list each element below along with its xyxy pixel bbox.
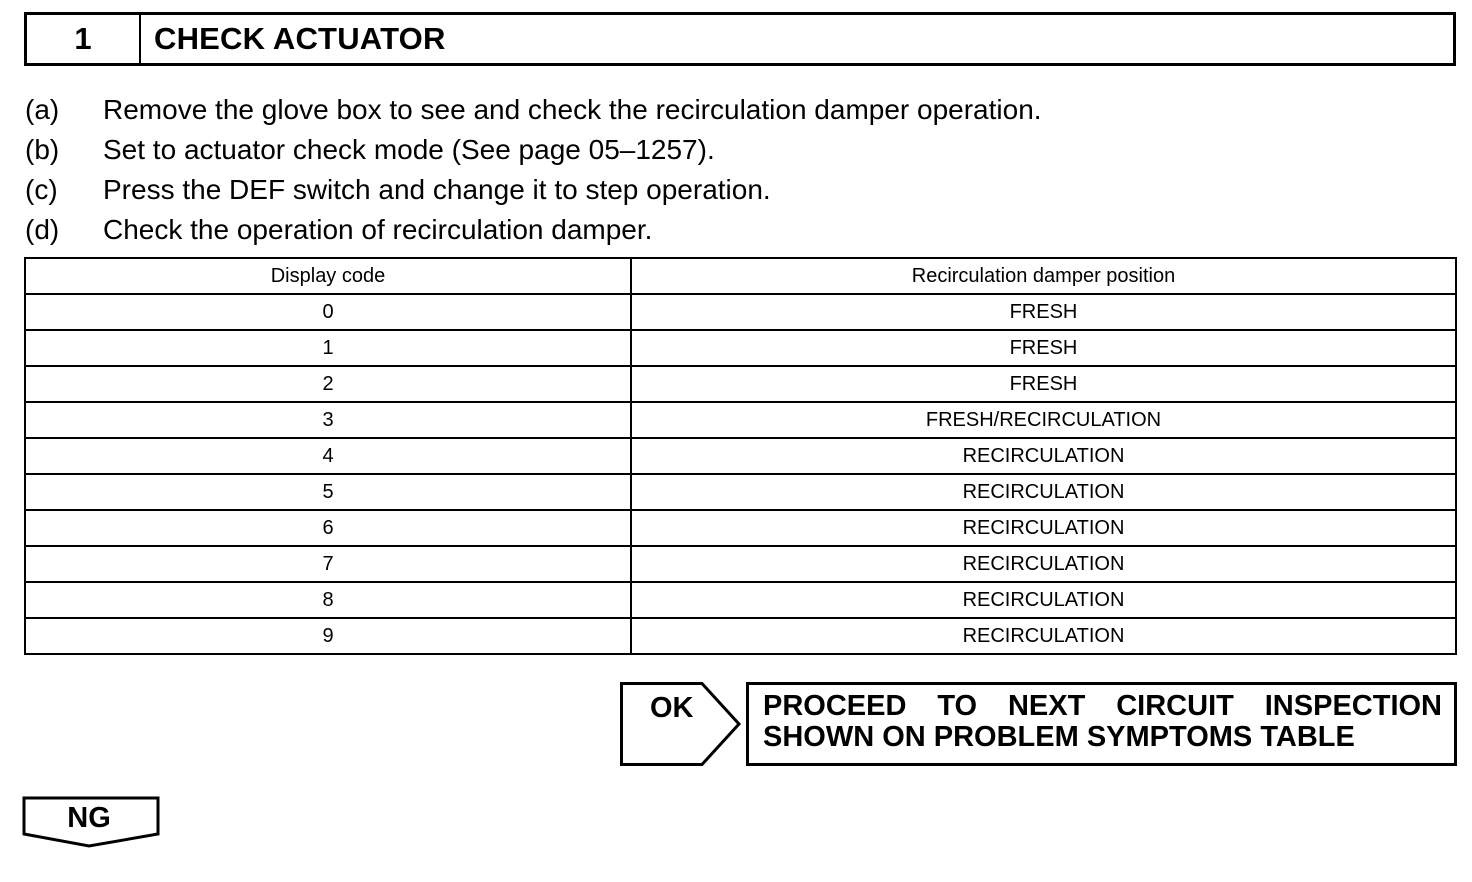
step-mark: (c) (25, 174, 58, 205)
damper-position-cell: RECIRCULATION (631, 510, 1456, 546)
display-code-cell: 4 (25, 438, 631, 474)
procedure-step (25, 90, 1042, 130)
display-code-cell: 1 (25, 330, 631, 366)
step-text: Set to actuator check mode (See page 05–1257). (103, 134, 715, 165)
step-mark: (a) (25, 94, 60, 125)
damper-position-cell: RECIRCULATION (631, 474, 1456, 510)
table-header-row (25, 258, 1456, 294)
table-row (25, 474, 1456, 510)
step-mark: (b) (25, 134, 60, 165)
display-code-cell: 0 (25, 294, 631, 330)
damper-position-cell: FRESH/RECIRCULATION (631, 402, 1456, 438)
table-row (25, 546, 1456, 582)
ng-branch-arrow (22, 796, 162, 850)
step-header (24, 12, 1456, 66)
damper-position-cell: RECIRCULATION (631, 618, 1456, 654)
display-code-cell: 3 (25, 402, 631, 438)
ok-result-line2: SHOWN ON PROBLEM SYMPTOMS TABLE (763, 721, 1355, 753)
display-code-cell: 5 (25, 474, 631, 510)
ok-result-line1: PROCEED TO NEXT CIRCUIT INSPECTION (763, 690, 1442, 722)
damper-position-cell: RECIRCULATION (631, 438, 1456, 474)
procedure-step (25, 170, 1042, 210)
table-row (25, 330, 1456, 366)
table-row (25, 618, 1456, 654)
step-text: Remove the glove box to see and check the recirculation damper operation. (103, 94, 1042, 125)
table-row (25, 294, 1456, 330)
step-text: Press the DEF switch and change it to step operation. (103, 174, 771, 205)
damper-position-cell: FRESH (631, 366, 1456, 402)
ok-result-box (746, 682, 1457, 766)
table-row (25, 510, 1456, 546)
column-header-display-code: Display code (25, 258, 631, 294)
table-row (25, 438, 1456, 474)
column-header-damper-position: Recirculation damper position (631, 258, 1456, 294)
step-number: 1 (27, 15, 141, 63)
procedure-step (25, 130, 1042, 170)
step-mark: (d) (25, 214, 60, 245)
display-code-cell: 7 (25, 546, 631, 582)
table-row (25, 366, 1456, 402)
ok-label: OK (650, 692, 694, 724)
step-text: Check the operation of recirculation damper. (103, 214, 653, 245)
table-row (25, 402, 1456, 438)
display-code-cell: 6 (25, 510, 631, 546)
damper-position-table (24, 257, 1457, 655)
procedure-steps (25, 90, 1042, 250)
step-title: CHECK ACTUATOR (154, 21, 446, 56)
damper-position-cell: RECIRCULATION (631, 582, 1456, 618)
display-code-cell: 9 (25, 618, 631, 654)
damper-position-cell: FRESH (631, 330, 1456, 366)
procedure-step (25, 210, 1042, 250)
damper-position-cell: RECIRCULATION (631, 546, 1456, 582)
ng-label: NG (67, 802, 111, 834)
table-row (25, 582, 1456, 618)
damper-position-cell: FRESH (631, 294, 1456, 330)
display-code-cell: 2 (25, 366, 631, 402)
ok-branch-arrow (620, 682, 742, 766)
display-code-cell: 8 (25, 582, 631, 618)
